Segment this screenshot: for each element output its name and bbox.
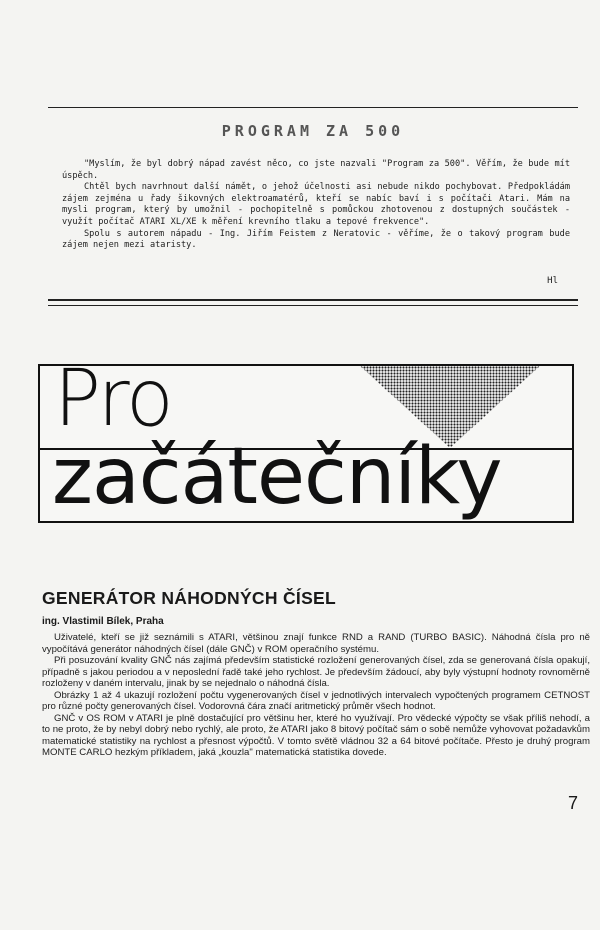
article-body (42, 632, 590, 759)
bottom-rule (48, 299, 578, 301)
bottom-rule-thin (48, 305, 578, 306)
page-number: 7 (567, 793, 578, 813)
program-signature: Hl (547, 276, 558, 286)
program-paragraph: Spolu s autorem nápadu - Ing. Jiřím Feistem z Neratovic - věříme, že o takový program bude zájem nejen mezi ataristy. (62, 228, 570, 251)
section-banner (38, 364, 574, 523)
article-paragraph: GNČ v OS ROM v ATARI je plně dostačující pro většinu her, které ho využívají. Pro vědecké výpočty se však příliš nehodí, a to ne proto, že by nebyl dobrý nebo rychlý, ale proto, že ATARI jako 8 bitový počítač sám o sobě nemůže vyhovovat požadavkům matematické statistiky na rychlost a přesnost výpočtů. V tomto světě vládnou 32 a 64 bitové počítače. Přesto je druhý program MONTE CARLO hezkým příkladem, jaká „kouzla" matematická statistika dovede. (42, 712, 590, 758)
article-author: ing. Vlastimil Bílek, Praha (42, 616, 164, 627)
article-title: GENERÁTOR NÁHODNÝCH ČÍSEL (42, 588, 337, 608)
program-paragraph: "Myslím, že byl dobrý nápad zavést něco, co jste nazvali "Program za 500". Věřím, že bude mít úspěch. (62, 159, 570, 181)
program-paragraph: Chtěl bych navrhnout další námět, o jehož účelnosti asi nebude nikdo pochybovat. Předpokládám zájem zejména u řady šikovných elektroamatérů, kteří se nabíc baví i s počítači Atari. Mám na mysli program, který by umožnil - pochopitelně s pomůckou zhotovenou z dostupných součástek - využít počítač ATARI XL/XE k měření krevního tlaku a tepové frekvence". (62, 182, 570, 227)
banner-text-zacatecniky: začátečníky (52, 432, 502, 522)
top-rule (48, 107, 578, 108)
article-paragraph: Obrázky 1 až 4 ukazují rozložení počtu vygenerovaných čísel v jednotlivých intervalech vypočtených programem CETNOST pro různé počty generovaných čísel. Vodorovná čára značí aritmetický průměr všech hodnot. (42, 689, 590, 712)
program-box-title: PROGRAM ZA 500 (221, 122, 405, 140)
program-box-text (62, 159, 570, 252)
article-paragraph: Uživatelé, kteří se již seznámili s ATARI, většinou znají funkce RND a RAND (TURBO BASIC). Náhodná čísla pro ně vypočítává generátor náhodných čísel (dále GNČ) v ROM operačního systému. (42, 632, 590, 655)
banner-text-pro: Pro (54, 364, 172, 444)
article-paragraph: Při posuzování kvality GNČ nás zajímá především statistické rozložení generovaných čísel, zda se generovaná čísla opakují, případně s jakou periodou a v neposlední řadě také jeho rychlost. Je především žádoucí, aby byly výstupní hodnoty rovnoměrně rozloženy v daném intervalu, jinak by se nejednalo o náhodná čísla. (42, 655, 590, 689)
